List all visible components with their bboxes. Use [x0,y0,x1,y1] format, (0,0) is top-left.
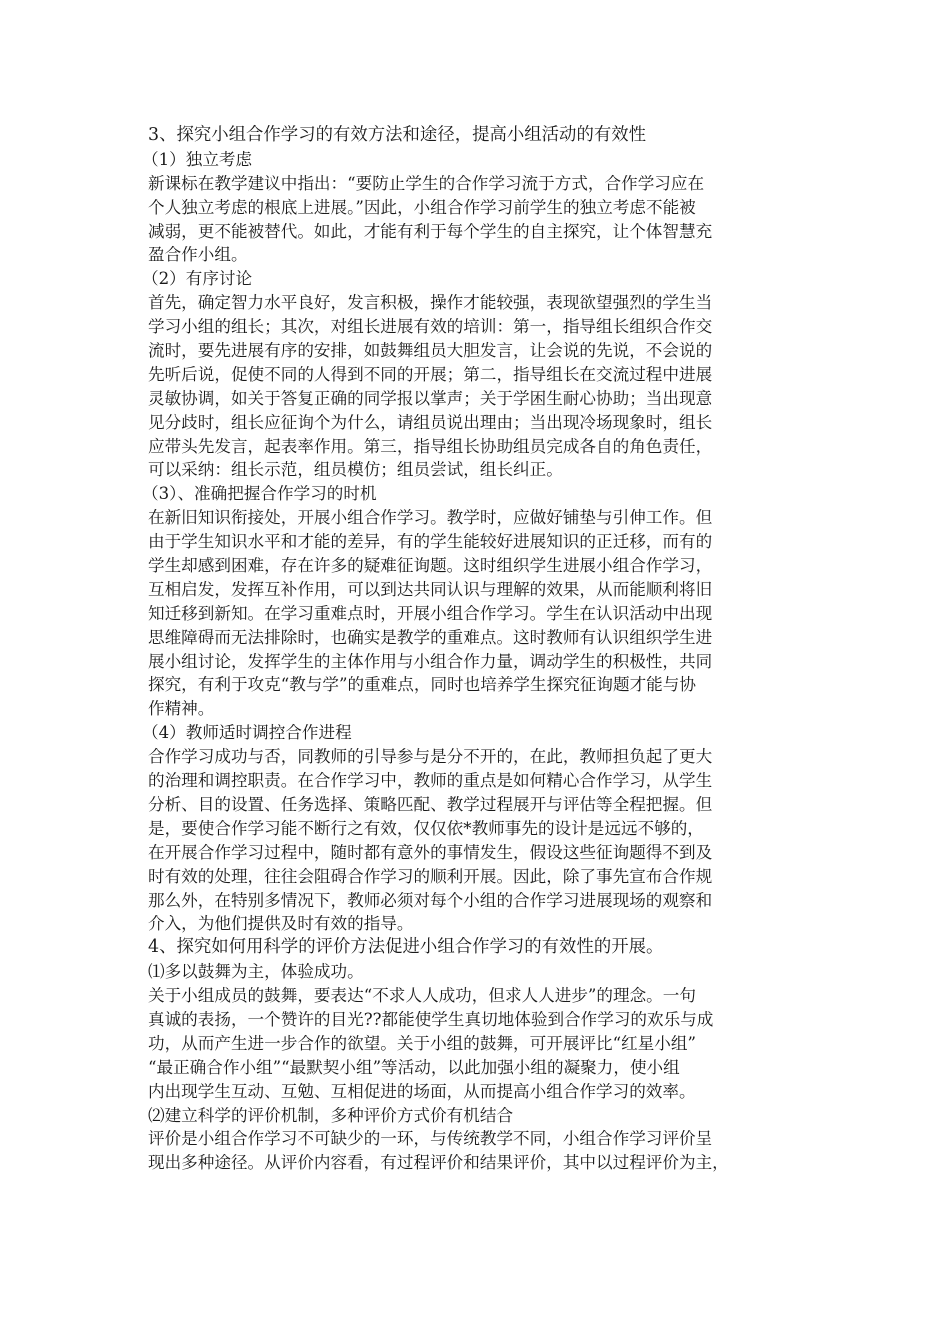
paragraph-line: 探究，有利于攻克“教与学”的重难点，同时也培养学生探究征询题才能与协 [148,675,696,695]
paragraph-line: 新课标在教学建议中指出：“要防止学生的合作学习流于方式，合作学习应在 [148,173,705,193]
paragraph-line: 盈合作小组。 [148,245,248,265]
paragraph-line: ⑵建立科学的评价机制，多种评价方式价有机结合 [148,1105,514,1125]
paragraph-line: 减弱，更不能被替代。如此，才能有利于每个学生的自主探究，让个体智慧充 [148,221,713,241]
paragraph-line: 的治理和调控职责。在合作学习中，教师的重点是如何精心合作学习，从学生 [148,771,713,791]
paragraph-line: 现出多种途径。从评价内容看，有过程评价和结果评价，其中以过程评价为主， [148,1153,729,1173]
paragraph-line: 知迁移到新知。在学习重难点时，开展小组合作学习。学生在认识活动中出现 [148,603,713,623]
paragraph-line: 分析、目的设置、任务选择、策略匹配、教学过程展开与评估等全程把握。但 [148,794,713,814]
paragraph-line: 流时，要先进展有序的安排，如鼓舞组员大胆发言，让会说的先说，不会说的 [148,341,713,361]
paragraph-line: “最正确合作小组”“最默契小组”等活动，以此加强小组的凝聚力，使小组 [148,1057,680,1077]
document-body [142,124,808,1175]
paragraph-line: 灵敏协调，如关于答复正确的同学报以掌声；关于学困生耐心协助；当出现意 [148,388,713,408]
paragraph-line: 是，要使合作学习能不断行之有效，仅仅依*教师事先的设计是远远不够的， [148,818,704,838]
paragraph-line: 应带头先发言，起表率作用。第三，指导组长协助组员完成各自的角色责任， [148,436,713,456]
paragraph-line: 首先，确定智力水平良好，发言积极，操作才能较强，表现欲望强烈的学生当 [148,293,713,313]
paragraph-line: 真诚的表扬，一个赞许的目光??都能使学生真切地体验到合作学习的欢乐与成 [148,1009,714,1029]
paragraph-line: 功，从而产生进一步合作的欲望。关于小组的鼓舞，可开展评比“红星小组” [148,1033,696,1053]
paragraph-line: 作精神。 [148,699,215,719]
paragraph-line: 先听后说，促使不同的人得到不同的开展；第二，指导组长在交流过程中进展 [148,364,713,384]
subsection-heading: （2）有序讨论 [142,269,253,289]
paragraph-line: 互相启发，发挥互补作用，可以到达共同认识与理解的效果，从而能顺利将旧 [148,579,713,599]
paragraph-line: 在开展合作学习过程中，随时都有意外的事情发生，假设这些征询题得不到及 [148,842,713,862]
paragraph-line: 个人独立考虑的根底上进展。”因此，小组合作学习前学生的独立考虑不能被 [148,197,696,217]
subsection-heading: （1）独立考虑 [142,149,253,169]
paragraph-line: 可以采纳：组长示范，组员模仿；组员尝试，组长纠正。 [148,460,563,480]
paragraph-line: 介入，为他们提供及时有效的指导。 [148,914,414,934]
paragraph-line: 评价是小组合作学习不可缺少的一环，与传统教学不同，小组合作学习评价呈 [148,1129,713,1149]
paragraph-line: 合作学习成功与否，同教师的引导参与是分不开的，在此，教师担负起了更大 [148,747,713,767]
paragraph-line: 见分歧时，组长应征询个为什么，请组员说出理由；当出现冷场现象时，组长 [148,412,713,432]
paragraph-line: 内出现学生互动、互勉、互相促进的场面，从而提高小组合作学习的效率。 [148,1081,696,1101]
paragraph-line: ⑴多以鼓舞为主，体验成功。 [148,962,364,982]
paragraph-line: 由于学生知识水平和才能的差异，有的学生能较好进展知识的正迁移，而有的 [148,532,713,552]
paragraph-line: 思维障碍而无法排除时，也确实是教学的重难点。这时教师有认识组织学生进 [148,627,713,647]
paragraph-line: 学生却感到困难，存在许多的疑难征询题。这时组织学生进展小组合作学习， [148,556,713,576]
subsection-heading: （4）教师适时调控合作进程 [142,723,352,743]
paragraph-line: 学习小组的组长；其次，对组长进展有效的培训：第一，指导组长组织合作交 [148,317,713,337]
paragraph-line: 在新旧知识衔接处，开展小组合作学习。教学时，应做好铺垫与引伸工作。但 [148,508,713,528]
section-heading: 4、探究如何用科学的评价方法促进小组合作学习的有效性的开展。 [148,937,664,958]
subsection-heading: （3）、准确把握合作学习的时机 [142,484,377,504]
paragraph-line: 时有效的处理，往往会阻碍合作学习的顺利开展。因此，除了事先宣布合作规 [148,866,713,886]
paragraph-line: 展小组讨论，发挥学生的主体作用与小组合作力量，调动学生的积极性，共同 [148,651,713,671]
section-heading: 3、探究小组合作学习的有效方法和途径，提高小组活动的有效性 [148,125,647,145]
paragraph-line: 关于小组成员的鼓舞，要表达“不求人人成功，但求人人进步”的理念。一句 [148,986,696,1006]
paragraph-line: 那么外，在特别多情况下，教师必须对每个小组的合作学习进展现场的观察和 [148,890,713,910]
